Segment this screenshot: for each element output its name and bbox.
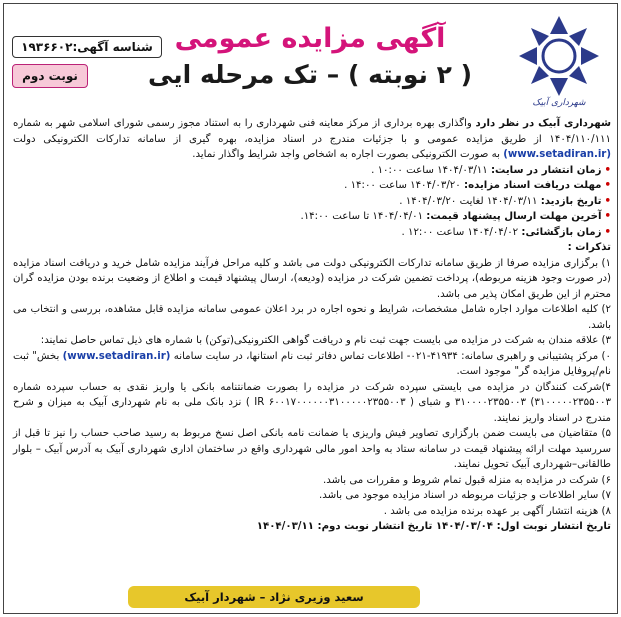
date-label: تاریخ بازدید: bbox=[540, 195, 602, 207]
publication-dates: تاریخ انتشار نوبت اول: ۱۴۰۴/۰۳/۰۴ تاریخ انتشار نوبت دوم: ۱۴۰۴/۰۳/۱۱ bbox=[256, 521, 611, 532]
bullet-icon: • bbox=[604, 164, 611, 176]
date-label: آخرین مهلت ارسال پیشنهاد قیمت: bbox=[426, 211, 602, 222]
ad-body bbox=[13, 116, 611, 535]
note-1: ۱) برگزاری مزایده صرفا از طریق سامانه تدارکات الکترونیکی دولت می باشد و کلیه مراحل فرآیند مزایده شامل خرید و دریافت اسناد مزایده (در صورت وجود هزینه مربوطه)، پرداخت تضمین شرکت در مزایده (ودیعه)، ارسال پیشنهاد قیمت و اطلاع از وضعیت برنده بودن مزایده گران محترم از این طریق امکان پذیر می باشد. bbox=[13, 257, 611, 300]
date-row bbox=[13, 209, 611, 225]
bullet-icon: • bbox=[604, 195, 611, 207]
date-label: زمان بازگشائی: bbox=[521, 226, 602, 238]
note-8: ۸) هزینه انتشار آگهی بر عهده برنده مزایده می باشد . bbox=[383, 505, 611, 517]
note-3b-text-2: بخش" ثبت نام/پروفایل مزایده گر" موجود است. bbox=[13, 350, 611, 377]
setad-link[interactable]: (www.setadiran.ir) bbox=[503, 149, 611, 160]
note-3b-text-1: ۰) مرکز پشتیبانی و راهبری سامانه: ۴۱۹۳۴-۰۲۱- اطلاعات تماس دفاتر ثبت نام استانها، در سایت سامانه bbox=[170, 350, 611, 362]
date-value: ۱۴۰۴/۰۴/۰۲ ساعت ۱۲:۰۰ . bbox=[401, 226, 522, 238]
date-row bbox=[13, 163, 611, 179]
date-value: ۱۴۰۴/۰۳/۲۰ ساعت ۱۴:۰۰ . bbox=[344, 180, 464, 191]
bullet-icon: • bbox=[604, 211, 611, 222]
date-label: زمان انتشار در سایت: bbox=[490, 164, 602, 176]
date-row bbox=[13, 178, 611, 194]
date-label: مهلت دریافت اسناد مزایده: bbox=[464, 180, 602, 191]
date-value: ۱۴۰۴/۰۳/۱۱ لغایت ۱۴۰۴/۰۳/۲۰ . bbox=[399, 195, 541, 207]
intro-text-2: به صورت الکترونیکی بصورت اجاره به اشخاص واجد شرایط واگذار نماید. bbox=[192, 149, 504, 160]
notes-title: تذکرات : bbox=[567, 242, 611, 253]
ad-id-badge: شناسه آگهی:۱۹۳۶۶۰۲ bbox=[12, 36, 162, 58]
date-value: ۱۴۰۴/۰۴/۰۱ تا ساعت ۱۴:۰۰. bbox=[300, 211, 427, 222]
intro-text-1: واگذاری بهره برداری از مرکز معاینه فنی شهرداری را به استناد مجوز رسمی شورای اسلامی شهر به شماره ۱۴۰۴/۱۱۰/۱۱۱ از طریق مزایده عمومی و با جزئیات مندرج در اسناد مزایده، بهره گیری از سامانه تدارکات الکترونیکی دولت bbox=[13, 118, 611, 145]
signature-banner: سعید وزیری نژاد – شهردار آبیک bbox=[128, 586, 420, 608]
round-badge: نوبت دوم bbox=[12, 64, 88, 88]
bullet-icon: • bbox=[604, 226, 611, 238]
setad-link-2[interactable]: (www.setadiran.ir) bbox=[62, 350, 171, 362]
intro-paragraph bbox=[13, 116, 611, 163]
bullet-icon: • bbox=[604, 180, 611, 191]
intro-strong: شهرداری آبیک در نظر دارد bbox=[475, 118, 611, 129]
note-6: ۶) شرکت در مزایده به منزله قبول تمام شروط و مقررات می باشد. bbox=[323, 474, 611, 486]
page-title: آگهی مزایده عمومی bbox=[174, 23, 446, 54]
note-5: ۵) متقاضیان می بایست ضمن بارگزاری تصاویر فیش واریزی یا ضمانت نامه بانکی اصل نسخ مربوط به رسید صاحب حساب را نیز تا قبل از سررسید مهلت ارائه پیشنهاد قیمت در سامانه ستاد به واحد امور مالی شهرداری واقع در ساختمان اداری شهرداری آبیک به آدرس آبیک – بلوار طالقانی–شهرداری آبیک تحویل نمایند. bbox=[13, 428, 611, 470]
date-row bbox=[13, 225, 611, 241]
title-block bbox=[130, 22, 490, 92]
municipality-logo bbox=[509, 14, 609, 110]
note-3: ۳) علاقه مندان به شرکت در مزایده می بایست جهت ثبت نام و دریافت گواهی الکترونیکی(توکن) با شماره های ذیل تماس حاصل نمایند: bbox=[40, 335, 611, 346]
note-4: ۴)شرکت کنندگان در مزایده می بایستی سپرده شرکت در مزایده را بصورت ضمانتنامه بانکی یا واریز نقدی به حساب سپرده شماره ۳۱۰۰۰۰۰۲۳۵۵۰۰۳) ۳۱۰۰۰۰۲۳۵۵۰۰۳ و شبای ( IR ۶۰۰۱۷۰۰۰۰۰۰۳۱۰۰۰۰۰۲۳۵۵۰۰۳ ) نزد بانک ملی به نام شهرداری آبیک به میزان و شرح مندرج در اسناد واریز نمایند. bbox=[13, 381, 611, 424]
page-subtitle: ( ۲ نوبته ) – تک مرحله ایی bbox=[147, 60, 473, 89]
note-2: ۲) کلیه اطلاعات موارد اجاره شامل مشخصات، شرایط و نحوه اجاره در برد اعلان عمومی سامانه مزایده قابل مشاهده، بررسی و انتخاب می باشد. bbox=[13, 304, 611, 331]
date-row bbox=[13, 194, 611, 210]
logo-caption: شهرداری آبیک bbox=[532, 98, 586, 108]
note-3b bbox=[13, 349, 611, 380]
date-value: ۱۴۰۴/۰۳/۱۱ ساعت ۱۰:۰۰ . bbox=[371, 164, 491, 176]
note-7: ۷) سایر اطلاعات و جزئیات مربوطه در اسناد مزایده موجود می باشد. bbox=[319, 490, 611, 501]
